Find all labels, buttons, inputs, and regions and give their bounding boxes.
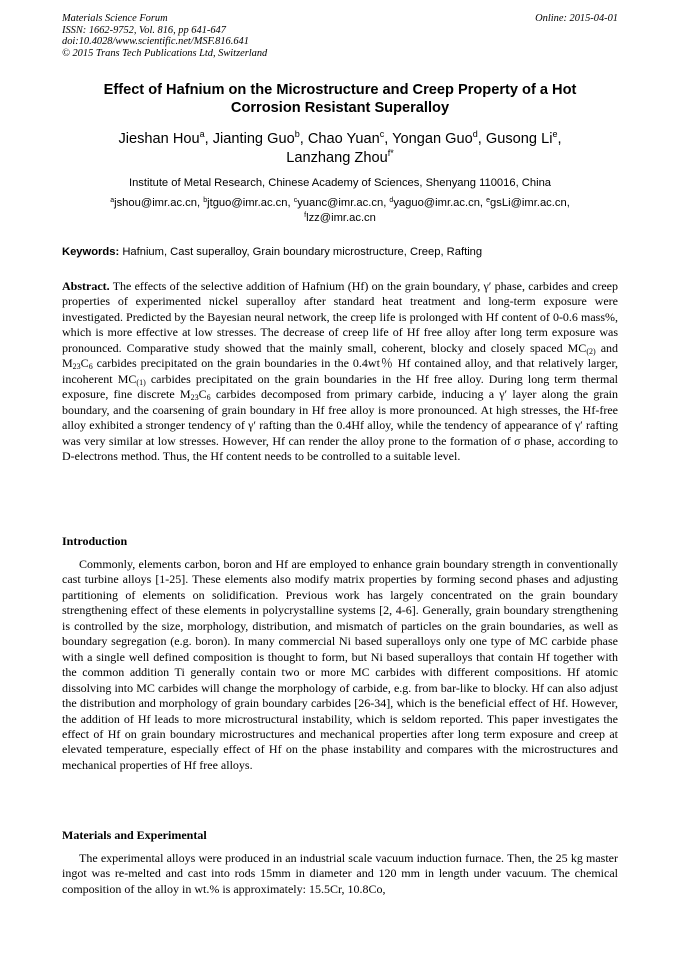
email: $^c$yuanc@imr.ac.cn, [293, 197, 390, 209]
author-mark: b [294, 129, 300, 139]
section-heading-introduction: Introduction [62, 534, 128, 548]
keywords-text: Hafnium, Cast superalloy, Grain boundary microstructure, Creep, Rafting [122, 246, 483, 258]
email-address[interactable]: yuanc@imr.ac.cn [297, 197, 384, 209]
email-address[interactable]: yaguo@imr.ac.cn [393, 197, 480, 209]
author: Yongan Guo$^d$, [392, 129, 486, 147]
author-name: Gusong Li [485, 131, 553, 147]
email: $^b$jtguo@imr.ac.cn, [203, 197, 294, 209]
title-line-2: Corrosion Resistant Superalloy [230, 100, 450, 116]
keywords-label: Keywords: [62, 246, 120, 258]
affiliation: Institute of Metal Research, Chinese Academy of Sciences, Shenyang 110016, China [128, 177, 552, 189]
author: Gusong Li$^e$, [485, 129, 562, 147]
doi: doi:10.4028/www.scientific.net/MSF.816.641 [62, 36, 249, 48]
author: Chao Yuan$^c$, [307, 129, 393, 147]
author-mark: c [379, 129, 385, 139]
journal-name: Materials Science Forum [62, 13, 168, 24]
email-address[interactable]: jshou@imr.ac.cn [114, 197, 197, 209]
author-mark: a [199, 129, 205, 139]
author [286, 150, 393, 166]
email-address[interactable]: jtguo@imr.ac.cn [207, 197, 288, 209]
section-heading-materials: Materials and Experimental [62, 828, 207, 842]
author-mark: e [552, 129, 558, 139]
author-mark: f* [387, 148, 394, 158]
author-name: Jianting Guo [212, 131, 295, 147]
journal-header [62, 13, 618, 59]
email: $^e$gsLi@imr.ac.cn, [486, 197, 570, 209]
email: $^d$yaguo@imr.ac.cn, [389, 197, 487, 209]
email: $^f$lzz@imr.ac.cn [304, 212, 376, 224]
paper-title [62, 81, 618, 117]
author-name: Jieshan Hou [118, 131, 200, 147]
copyright: © 2015 Trans Tech Publications Ltd, Switzerland [62, 47, 268, 59]
abstract-label: Abstract. [62, 279, 110, 293]
author-mark: d [472, 129, 478, 139]
issn: ISSN: 1662-9752, Vol. 816, pp 641-647 [62, 24, 226, 36]
online-date: Online: 2015-04-01 [535, 13, 618, 24]
materials-paragraph: The experimental alloys were produced in an industrial scale vacuum induction furnace. Then, the 25 kg master ingot was re-melted and cast into rods 15mm in diameter and 120 mm in length under vacuum. The chemical composition of the alloy in wt.% is approximately: 15.5Cr, 10.8Co, [62, 851, 618, 896]
email-address[interactable]: gsLi@imr.ac.cn [490, 197, 567, 209]
author-name: Lanzhang Zhou [286, 150, 388, 166]
author: Jieshan Hou$^a$, [118, 129, 213, 147]
keywords [62, 245, 618, 259]
introduction-paragraph: Commonly, elements carbon, boron and Hf are employed to enhance grain boundary strength in conventionally cast turbine alloys [1-25]. These elements also modify matrix properties by forming second phases and adjusting partitioning of elements on solidification. Previous work has largely concentrated on the grain boundary strengthening effect of these elements in polycrystalline systems [2, 4-6]. Generally, grain boundary strengthening is controlled by the size, morphology, distribution, and mismatch of particles on the grain boundaries, as well as boundary segregation (e.g. boron). In many commercial Ni based superalloys only one type of MC carbide phase with a single well defined composition is thought to form, but Ni based superalloys that contain Hf together with the common addition Ti generally contain two or more MC carbides with different compositions. Hf atomic dissolving into MC carbides will change the morphology of carbide, e.g. from bar-like to blocky. Hf can also adjust the distribution and morphology of grain boundary carbides [26-34], which is the beneficial effect of Hf. However, the addition of Hf leads to more microstructural instability, which is seldom reported. This paper investigates the effect of Hf on grain boundary microstructures and mechanical properties after long term exposure and creep at elevated temperature, especially effect of Hf on the phase instability and compares with the microstructures and mechanical properties of Hf free alloys. [62, 557, 618, 772]
author-name: Chao Yuan [307, 131, 380, 147]
email-address[interactable]: lzz@imr.ac.cn [306, 212, 376, 224]
email-list [62, 196, 618, 226]
author: Jianting Guo$^b$, [212, 129, 308, 147]
email: $^a$jshou@imr.ac.cn, [110, 197, 204, 209]
abstract: Abstract. The effects of the selective addition of Hafnium (Hf) on the grain boundary, γ′ phase, carbides and creep properties of experimented nickel superalloy after standard heat treatment and long-term exposure were investigated. Predicted by the Bayesian neural network, the creep life is prolonged with Hf content of 0-0.6 mass%, which is more effective at low stresses. The decrease of creep life of Hf free alloy after long term exposure was pronounced. Comparative study showed that the mainly small, coherent, blocky and closely spaced $MC_{(2)}$ and $M_{23}C_6$ carbides precipitated on the grain boundaries in the 0.4wt％ Hf contained alloy, and that relatively larger, incoherent $MC_{(1)}$ carbides precipitated on the grain boundaries in the Hf free alloy. During long term thermal exposure, fine discrete $M_{23}C_6$ carbides decomposed from primary carbide, inducing a γ′ layer along the grain boundary, and the coarsening of grain boundary in Hf free alloy is more pronounced. At high stresses, the Hf-free alloy exhibited a stronger tendency of γ′ rafting than the 0.4Hf alloy, while the tendency of appearance of γ′ rafting was very similar at low stresses. However, Hf can render the alloy prone to the formation of σ phase, according to D-electrons method. Thus, the Hf content needs to be controlled to a suitable level. [62, 279, 619, 463]
author-list [62, 130, 618, 168]
title-line-1: Effect of Hafnium on the Microstructure and Creep Property of a Hot [103, 82, 577, 98]
author-name: Yongan Guo [392, 131, 473, 147]
